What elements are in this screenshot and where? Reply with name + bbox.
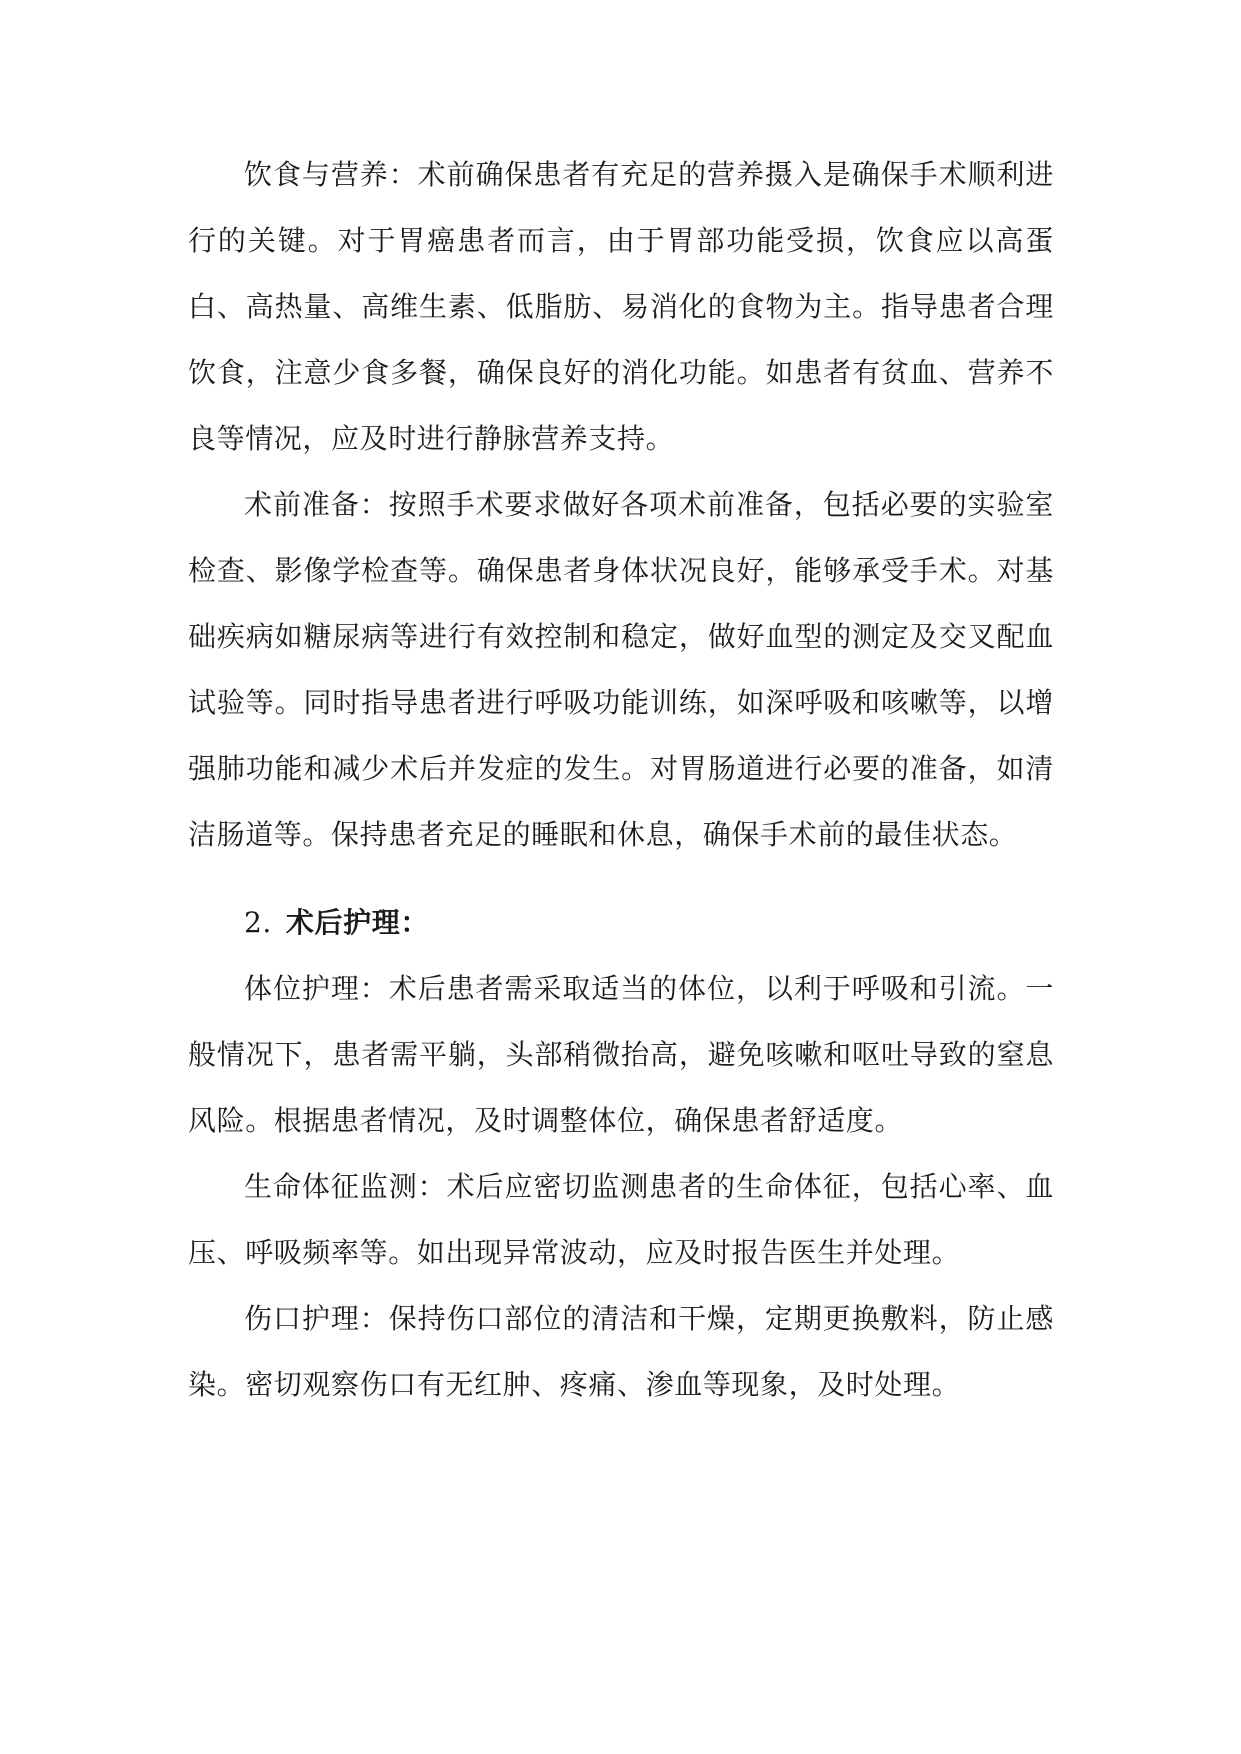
paragraph-vital-signs-monitoring: 生命体征监测：术后应密切监测患者的生命体征，包括心率、血压、呼吸频率等。如出现异常波动，应及时报告医生并处理。 <box>188 1170 1054 1269</box>
paragraph-wound-care: 伤口护理：保持伤口部位的清洁和干燥，定期更换敷料，防止感染。密切观察伤口有无红肿、疼痛、渗血等现象，及时处理。 <box>188 1302 1054 1401</box>
paragraph-position-care: 体位护理：术后患者需采取适当的体位，以利于呼吸和引流。一般情况下，患者需平躺，头部稍微抬高，避免咳嗽和呕吐导致的窒息风险。根据患者情况，及时调整体位，确保患者舒适度。 <box>188 972 1054 1137</box>
section-title: 术后护理： <box>285 906 429 939</box>
document-body <box>188 142 1054 1418</box>
paragraph-preoperative-preparation: 术前准备：按照手术要求做好各项术前准备，包括必要的实验室检查、影像学检查等。确保患者身体状况良好，能够承受手术。对基础疾病如糖尿病等进行有效控制和稳定，做好血型的测定及交叉配血试验等。同时指导患者进行呼吸功能训练，如深呼吸和咳嗽等，以增强肺功能和减少术后并发症的发生。对胃肠道进行必要的准备，如清洁肠道等。保持患者充足的睡眠和休息，确保手术前的最佳状态。 <box>188 488 1054 851</box>
paragraph-diet-nutrition: 饮食与营养：术前确保患者有充足的营养摄入是确保手术顺利进行的关键。对于胃癌患者而言，由于胃部功能受损，饮食应以高蛋白、高热量、高维生素、低脂肪、易消化的食物为主。指导患者合理饮食，注意少食多餐，确保良好的消化功能。如患者有贫血、营养不良等情况，应及时进行静脉营养支持。 <box>188 158 1054 455</box>
section-heading-postoperative-care <box>188 890 1054 956</box>
section-number: 2. <box>244 906 272 939</box>
